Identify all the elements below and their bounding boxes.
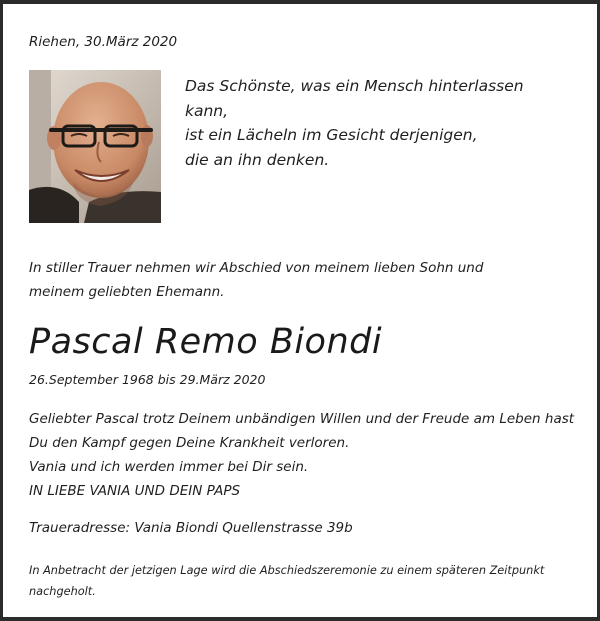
place-date: Riehen, 30.März 2020 bbox=[29, 34, 178, 50]
message-line: Du den Kampf gegen Deine Krankheit verloren. bbox=[29, 435, 350, 451]
message-signature: IN LIEBE VANIA UND DEIN PAPS bbox=[29, 483, 241, 499]
deceased-name: Pascal Remo Biondi bbox=[29, 322, 383, 362]
portrait-photo bbox=[29, 70, 161, 223]
mourning-address: Traueradresse: Vania Biondi Quellenstrasse 39b bbox=[29, 520, 353, 536]
intro-text bbox=[29, 256, 483, 304]
portrait-illustration bbox=[29, 70, 161, 223]
ceremony-note bbox=[29, 560, 544, 602]
lifespan-dates: 26.September 1968 bis 29.März 2020 bbox=[29, 372, 266, 387]
poem-line: ist ein Lächeln im Gesicht derjenigen, bbox=[185, 126, 478, 144]
message-line: Geliebter Pascal trotz Deinem unbändigen Willen und der Freude am Leben hast bbox=[29, 411, 575, 427]
note-line: nachgeholt. bbox=[29, 585, 96, 598]
poem-line: Das Schönste, was ein Mensch hinterlassen bbox=[185, 77, 524, 95]
intro-line: In stiller Trauer nehmen wir Abschied von meinem lieben Sohn und bbox=[29, 260, 484, 276]
family-message bbox=[29, 407, 574, 503]
message-line: Vania und ich werden immer bei Dir sein. bbox=[29, 459, 309, 475]
poem-line: kann, bbox=[185, 101, 229, 120]
note-line: In Anbetracht der jetzigen Lage wird die Abschiedszeremonie zu einem späteren Zeitpunkt bbox=[29, 564, 545, 577]
poem-line: die an ihn denken. bbox=[185, 150, 330, 169]
memorial-poem bbox=[185, 74, 524, 172]
intro-line: meinem geliebten Ehemann. bbox=[29, 284, 225, 300]
